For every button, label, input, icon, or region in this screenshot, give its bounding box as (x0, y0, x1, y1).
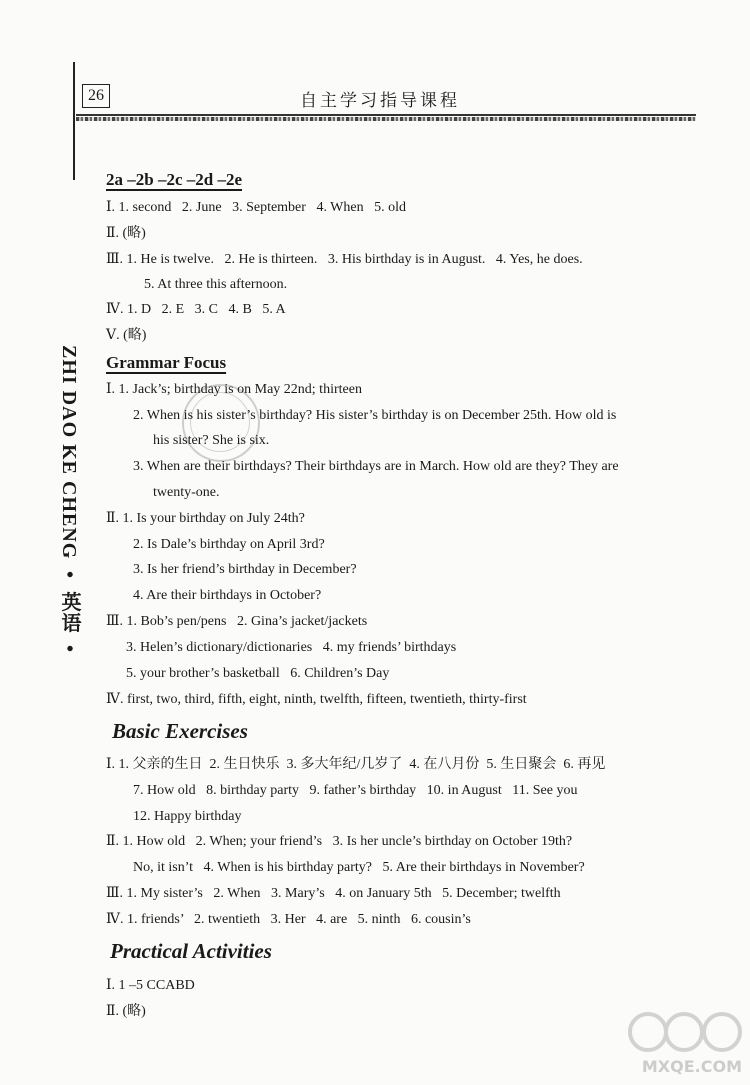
answer-line: 2. Is Dale’s birthday on April 3rd? (133, 537, 325, 552)
side-title-sub: 英语 (58, 591, 80, 634)
side-dot: • (58, 571, 80, 580)
section-title-practical-activities: Practical Activities (110, 939, 272, 963)
answer-line: Ⅱ. 1. Is your birthday on July 24th? (106, 511, 305, 526)
header-rule (76, 114, 696, 116)
page-number: 26 (82, 84, 110, 108)
answer-line: 5. At three this afternoon. (144, 277, 288, 292)
header-rule-textured (76, 117, 696, 121)
answer-line: 3. Helen’s dictionary/dictionaries 4. my friends’ birthdays (126, 640, 457, 655)
section-title-2a-2e: 2a –2b –2c –2d –2e (106, 170, 242, 189)
side-title-main: ZHI DAO KE CHENG (58, 345, 80, 560)
answer-line: Ⅱ. (略) (106, 1004, 146, 1019)
answer-line: 3. When are their birthdays? Their birthdays are in March. How old are they? They are (133, 459, 619, 474)
watermark-text: MXQE.COM (641, 1057, 742, 1076)
answer-line: 4. Are their birthdays in October? (133, 588, 322, 603)
side-title (58, 345, 84, 659)
section-title-grammar-focus: Grammar Focus (106, 353, 227, 372)
answer-line: 3. Is her friend’s birthday in December? (133, 562, 357, 577)
watermark-icon (626, 1008, 748, 1058)
answer-line: 5. your brother’s basketball 6. Children’s Day (126, 666, 390, 681)
answer-line: 2. When is his sister’s birthday? His sister’s birthday is on December 25th. How old is (133, 408, 617, 423)
answer-line: his sister? She is six. (153, 433, 270, 448)
answer-line: Ⅰ. 1. 父亲的生日 2. 生日快乐 3. 多大年纪/几岁了 4. 在八月份 5. 生日聚会 6. 再见 (106, 757, 606, 772)
answer-line: Ⅰ. 1 –5 CCABD (106, 978, 195, 993)
answer-line: 7. How old 8. birthday party 9. father’s birthday 10. in August 11. See you (133, 783, 578, 798)
answer-line: 12. Happy birthday (133, 809, 242, 824)
answer-line: No, it isn’t 4. When is his birthday party? 5. Are their birthdays in November? (133, 860, 585, 875)
answer-line: Ⅲ. 1. He is twelve. 2. He is thirteen. 3. His birthday is in August. 4. Yes, he does. (106, 252, 583, 267)
answer-line: Ⅰ. 1. Jack’s; birthday is on May 22nd; thirteen (106, 382, 362, 397)
answer-line: Ⅲ. 1. My sister’s 2. When 3. Mary’s 4. on January 5th 5. December; twelfth (106, 886, 561, 901)
side-dot: • (58, 645, 80, 654)
answer-line: Ⅳ. 1. D 2. E 3. C 4. B 5. A (106, 302, 286, 317)
answer-line: Ⅴ. (略) (106, 328, 147, 343)
answer-line: Ⅳ. first, two, third, fifth, eight, ninth, twelfth, fifteen, twentieth, thirty-first (106, 692, 527, 707)
answer-line: Ⅲ. 1. Bob’s pen/pens 2. Gina’s jacket/jackets (106, 614, 368, 629)
answer-line: twenty-one. (153, 485, 220, 500)
watermark-logo (626, 1008, 748, 1082)
answer-line: Ⅳ. 1. friends’ 2. twentieth 3. Her 4. are 5. ninth 6. cousin’s (106, 912, 471, 927)
answer-line: Ⅱ. (略) (106, 226, 146, 241)
margin-line (73, 62, 75, 180)
answer-line: Ⅰ. 1. second 2. June 3. September 4. When 5. old (106, 200, 407, 215)
header-title: 自主学习指导课程 (300, 91, 460, 111)
answer-line: Ⅱ. 1. How old 2. When; your friend’s 3. Is her uncle’s birthday on October 19th? (106, 834, 573, 849)
section-title-basic-exercises: Basic Exercises (112, 719, 248, 743)
